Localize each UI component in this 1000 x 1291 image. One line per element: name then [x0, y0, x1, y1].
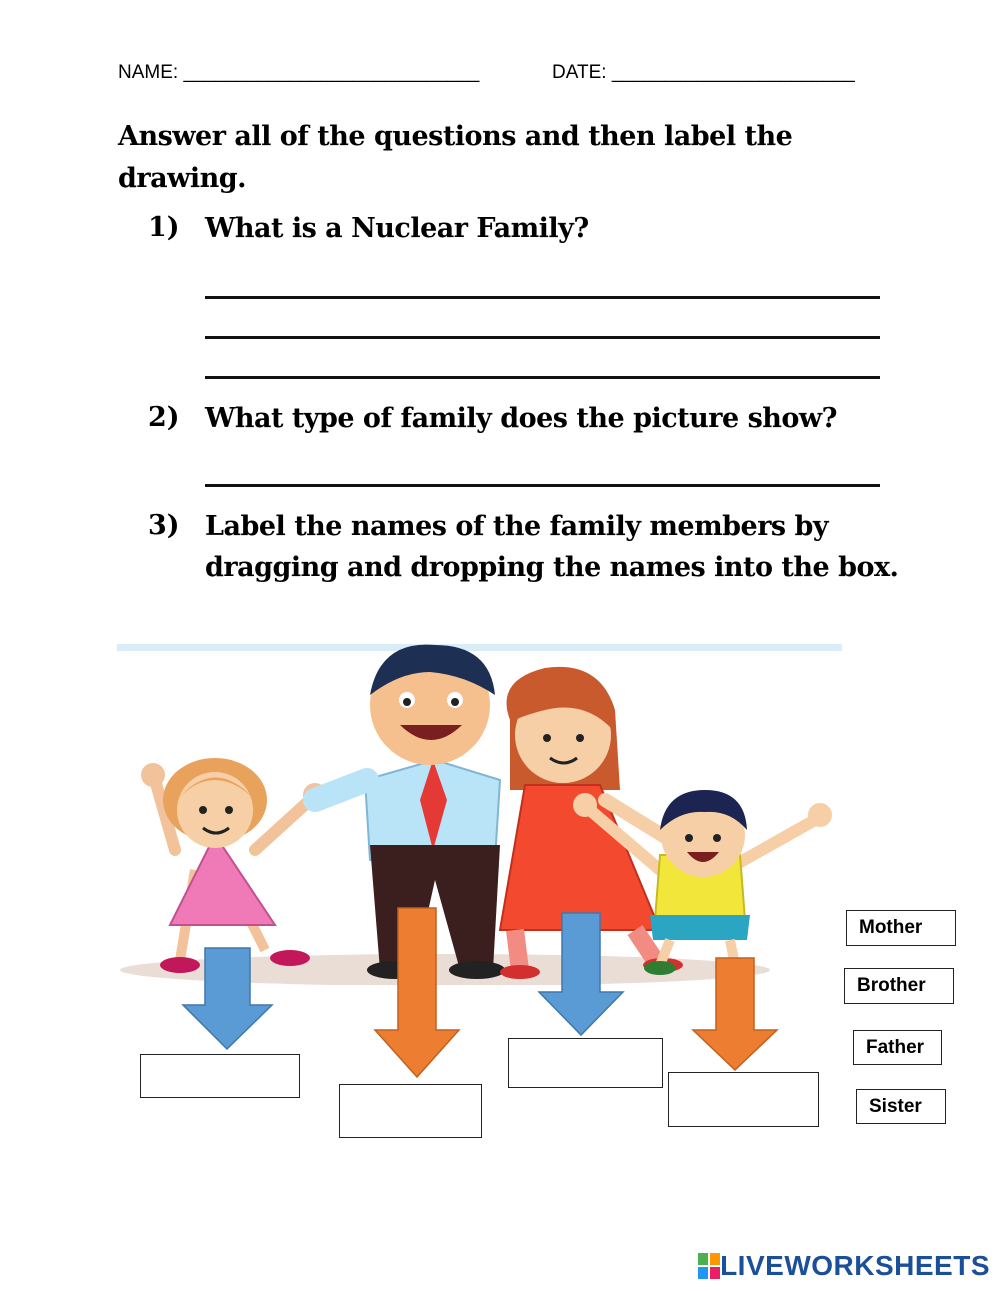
date-label: DATE: — [552, 62, 607, 83]
arrow-down-icon — [690, 955, 780, 1073]
name-field — [118, 62, 479, 84]
answer-chip-brother[interactable]: Brother — [844, 968, 954, 1004]
answer-line-2[interactable] — [205, 484, 880, 487]
drop-box-1[interactable] — [140, 1054, 300, 1098]
arrow-down-icon — [536, 910, 626, 1038]
arrow-down-icon — [372, 905, 462, 1080]
drop-box-2[interactable] — [339, 1084, 482, 1138]
arrow-down-icon — [180, 945, 275, 1053]
family-illustration-icon — [115, 640, 845, 985]
date-field — [552, 62, 855, 84]
question-2-text: What type of family does the picture show? — [205, 403, 837, 434]
drop-box-3[interactable] — [508, 1038, 663, 1088]
name-label: NAME: — [118, 62, 179, 83]
name-blank[interactable]: ____________________________ — [183, 62, 480, 83]
liveworksheets-logo[interactable] — [698, 1250, 990, 1282]
instructions-heading: Answer all of the questions and then label the drawing. — [118, 121, 793, 194]
girl-figure — [141, 758, 327, 973]
answer-line-1c[interactable] — [205, 376, 880, 379]
answer-chip-sister[interactable]: Sister — [856, 1089, 946, 1124]
answer-chip-father[interactable]: Father — [853, 1030, 942, 1065]
brand-name: LIVEWORKSHEETS — [720, 1250, 990, 1281]
question-1-text: What is a Nuclear Family? — [205, 213, 589, 244]
question-2-number: 2) — [148, 402, 180, 433]
question-1-number: 1) — [148, 212, 180, 243]
answer-line-1b[interactable] — [205, 336, 880, 339]
question-3-text: Label the names of the family members by dragging and dropping the names into the box. — [205, 511, 899, 583]
drop-box-4[interactable] — [668, 1072, 819, 1127]
answer-chip-mother[interactable]: Mother — [846, 910, 956, 946]
date-blank[interactable]: _______________________ — [611, 62, 855, 83]
question-3-number: 3) — [148, 510, 180, 541]
answer-line-1a[interactable] — [205, 296, 880, 299]
liveworksheets-logo-icon — [698, 1253, 720, 1279]
